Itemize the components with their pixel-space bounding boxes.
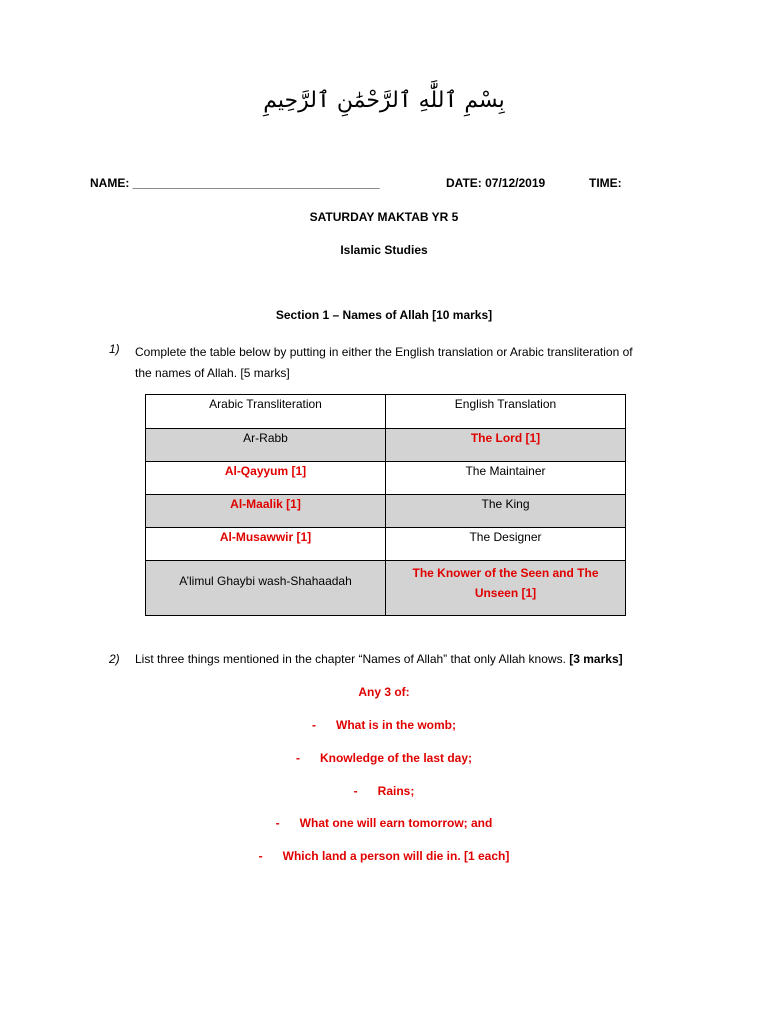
bismillah-calligraphy: بِسْمِ ٱللَّٰهِ ٱلرَّحْمَٰنِ ٱلرَّحِيمِ (263, 88, 505, 113)
question-1-line-2: the names of Allah. [5 marks] (135, 366, 290, 380)
question-1-number: 1) (109, 342, 120, 356)
answer-intro: Any 3 of: (358, 685, 410, 699)
cell-arabic-answer: Al-Maalik [1] (146, 495, 386, 528)
date-label: DATE: 07/12/2019 (446, 176, 546, 190)
subject-title: Islamic Studies (340, 243, 428, 257)
list-item: - Rains; (353, 784, 415, 798)
name-blank-line: _____________________________________ (132, 176, 380, 190)
cell-arabic: A’limul Ghaybi wash-Shahaadah (146, 561, 386, 616)
header-english: English Translation (386, 395, 626, 429)
name-label: NAME: (90, 176, 133, 190)
cell-english: The Maintainer (386, 462, 626, 495)
question-2-marks: [3 marks] (569, 652, 623, 666)
worksheet-title: SATURDAY MAKTAB YR 5 (309, 210, 459, 224)
table-row (146, 561, 626, 616)
cell-english: The Designer (386, 528, 626, 561)
list-item: - Which land a person will die in. [1 each] (258, 849, 510, 863)
question-1-text (135, 342, 633, 384)
cell-english-answer: The Lord [1] (386, 429, 626, 462)
question-2-number: 2) (109, 652, 120, 666)
table-row (146, 429, 626, 462)
question-1-line-1: Complete the table below by putting in either the English translation or Arabic transliteration of (135, 345, 633, 359)
cell-arabic: Ar-Rabb (146, 429, 386, 462)
header-arabic: Arabic Transliteration (146, 395, 386, 429)
list-item: - What is in the womb; (312, 718, 456, 732)
cell-arabic-answer: Al-Qayyum [1] (146, 462, 386, 495)
table-header-row (146, 395, 626, 429)
cell-arabic-answer: Al-Musawwir [1] (146, 528, 386, 561)
cell-english: The King (386, 495, 626, 528)
section-heading: Section 1 – Names of Allah [10 marks] (275, 308, 493, 322)
table-row (146, 495, 626, 528)
table-row (146, 528, 626, 561)
cell-english-answer: The Knower of the Seen and The Unseen [1] (386, 561, 626, 616)
list-item: - What one will earn tomorrow; and (275, 816, 493, 830)
table-row (146, 462, 626, 495)
question-2-text: List three things mentioned in the chapter “Names of Allah” that only Allah knows. [3 marks] (135, 652, 623, 666)
names-table (145, 394, 626, 616)
list-item: - Knowledge of the last day; (295, 751, 472, 765)
time-label: TIME: (589, 176, 622, 190)
name-field (90, 176, 380, 190)
